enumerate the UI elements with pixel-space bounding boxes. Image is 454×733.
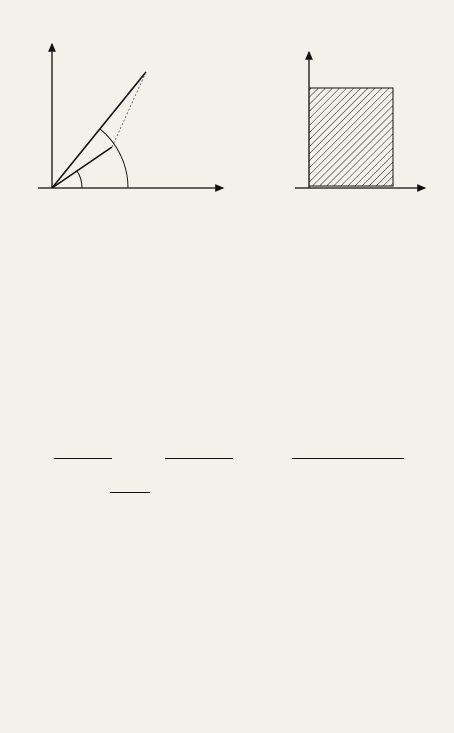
vector-cz xyxy=(52,72,146,188)
ex33-c-denominator xyxy=(292,459,404,460)
figure-42 xyxy=(18,18,248,223)
dashed-link xyxy=(112,72,146,147)
angle-arc-phi-arg xyxy=(100,129,128,188)
angle-arc-phi xyxy=(77,171,82,188)
ex33-b-denominator xyxy=(165,459,233,460)
ex34-fraction xyxy=(110,491,150,494)
ex33-b-fraction xyxy=(165,457,233,460)
ex33-c-fraction xyxy=(292,457,404,460)
ex33-a-denominator xyxy=(54,459,112,460)
vector-z xyxy=(52,147,112,188)
ex34-denominator xyxy=(110,493,150,494)
figure-43 xyxy=(275,18,435,223)
ex33-a-fraction xyxy=(54,457,112,460)
shaded-region xyxy=(309,88,393,186)
